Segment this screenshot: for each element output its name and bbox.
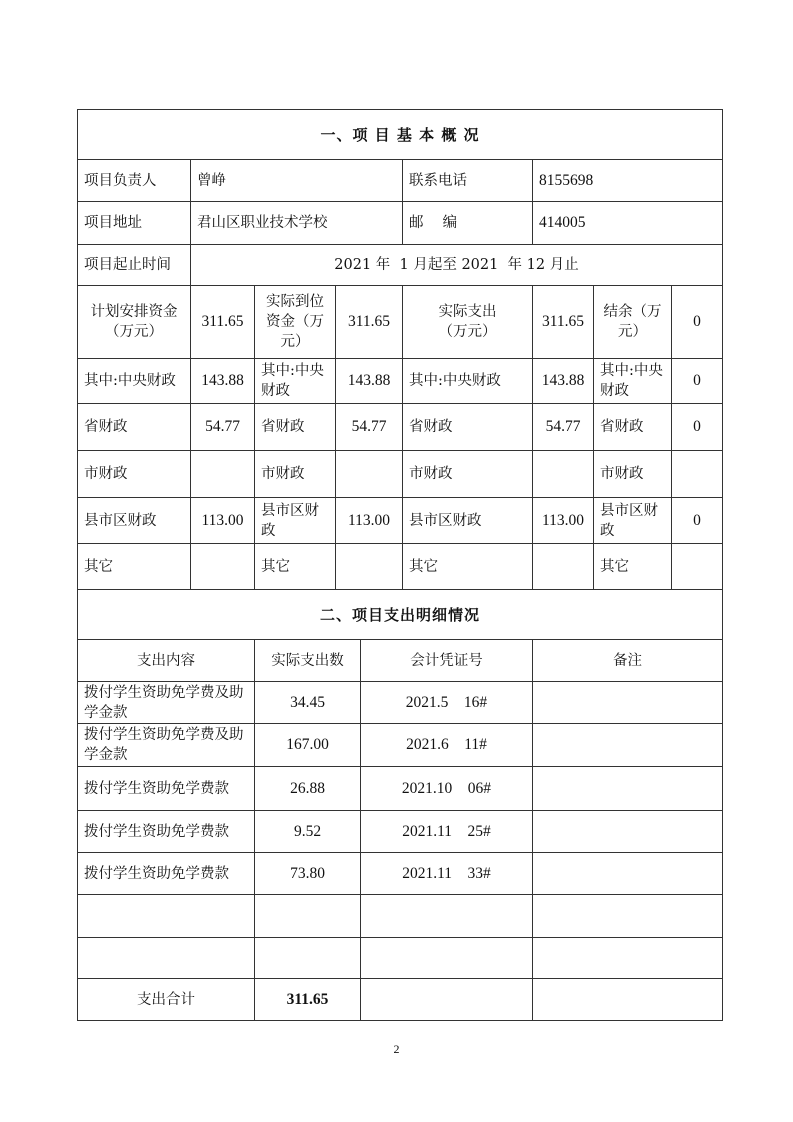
fund-label: 省财政 bbox=[255, 404, 336, 451]
expense-amount bbox=[255, 895, 361, 938]
expense-note bbox=[533, 724, 723, 767]
section1-title: 一、项 目 基 本 概 况 bbox=[78, 110, 723, 160]
expense-content bbox=[78, 938, 255, 979]
spent-label: 实际支出（万元） bbox=[403, 286, 533, 359]
fund-row bbox=[78, 451, 723, 498]
fund-label: 其它 bbox=[255, 544, 336, 590]
fund-label: 市财政 bbox=[78, 451, 191, 498]
total-voucher bbox=[361, 979, 533, 1021]
phone-value: 8155698 bbox=[533, 160, 723, 202]
fund-label: 省财政 bbox=[594, 404, 672, 451]
header-amount: 实际支出数 bbox=[255, 640, 361, 682]
expense-row bbox=[78, 895, 723, 938]
expense-content: 拨付学生资助免学费及助学金款 bbox=[78, 724, 255, 767]
expense-content: 拨付学生资助免学费款 bbox=[78, 767, 255, 811]
fund-value bbox=[191, 544, 255, 590]
expense-row bbox=[78, 682, 723, 724]
postcode-value: 414005 bbox=[533, 202, 723, 245]
plan-label: 计划安排资金（万元） bbox=[78, 286, 191, 359]
fund-value: 0 bbox=[672, 359, 723, 404]
fund-value bbox=[672, 544, 723, 590]
section2-title: 二、项目支出明细情况 bbox=[78, 590, 723, 640]
fund-value: 0 bbox=[672, 404, 723, 451]
fund-label: 县市区财政 bbox=[594, 498, 672, 544]
project-overview-table bbox=[77, 109, 723, 590]
expense-content: 拨付学生资助免学费款 bbox=[78, 853, 255, 895]
fund-value: 54.77 bbox=[533, 404, 594, 451]
expense-note bbox=[533, 682, 723, 724]
total-value: 311.65 bbox=[255, 979, 361, 1021]
balance-label: 结余（万元） bbox=[594, 286, 672, 359]
expense-content: 拨付学生资助免学费款 bbox=[78, 811, 255, 853]
expense-voucher bbox=[361, 938, 533, 979]
expense-amount: 26.88 bbox=[255, 767, 361, 811]
fund-label: 市财政 bbox=[594, 451, 672, 498]
fund-label: 其中:中央财政 bbox=[594, 359, 672, 404]
spent-value: 311.65 bbox=[533, 286, 594, 359]
fund-value: 54.77 bbox=[336, 404, 403, 451]
total-note bbox=[533, 979, 723, 1021]
address-label: 项目地址 bbox=[78, 202, 191, 245]
expense-voucher: 2021.11 25# bbox=[361, 811, 533, 853]
fund-label: 其中:中央财政 bbox=[78, 359, 191, 404]
period-label: 项目起止时间 bbox=[78, 245, 191, 286]
fund-row bbox=[78, 544, 723, 590]
period-value: 2021 年 1 月起至 2021 年 12 月止 bbox=[191, 245, 723, 286]
expense-note bbox=[533, 767, 723, 811]
fund-value: 54.77 bbox=[191, 404, 255, 451]
expense-row bbox=[78, 938, 723, 979]
expense-content: 拨付学生资助免学费及助学金款 bbox=[78, 682, 255, 724]
arrived-value: 311.65 bbox=[336, 286, 403, 359]
fund-label: 省财政 bbox=[78, 404, 191, 451]
fund-value bbox=[191, 451, 255, 498]
expense-voucher: 2021.6 11# bbox=[361, 724, 533, 767]
fund-label: 市财政 bbox=[255, 451, 336, 498]
expense-voucher: 2021.11 33# bbox=[361, 853, 533, 895]
total-label: 支出合计 bbox=[78, 979, 255, 1021]
fund-label: 县市区财政 bbox=[78, 498, 191, 544]
expense-amount: 167.00 bbox=[255, 724, 361, 767]
fund-value: 143.88 bbox=[533, 359, 594, 404]
fund-label: 其中:中央财政 bbox=[255, 359, 336, 404]
fund-row bbox=[78, 404, 723, 451]
fund-label: 省财政 bbox=[403, 404, 533, 451]
fund-value: 113.00 bbox=[191, 498, 255, 544]
fund-label: 市财政 bbox=[403, 451, 533, 498]
header-content: 支出内容 bbox=[78, 640, 255, 682]
fund-value: 143.88 bbox=[336, 359, 403, 404]
fund-row bbox=[78, 498, 723, 544]
fund-label: 其中:中央财政 bbox=[403, 359, 533, 404]
fund-label: 其它 bbox=[78, 544, 191, 590]
fund-value: 143.88 bbox=[191, 359, 255, 404]
fund-value: 113.00 bbox=[336, 498, 403, 544]
expense-row bbox=[78, 724, 723, 767]
address-value: 君山区职业技术学校 bbox=[191, 202, 403, 245]
expense-row bbox=[78, 767, 723, 811]
expense-note bbox=[533, 853, 723, 895]
leader-value: 曾峥 bbox=[191, 160, 403, 202]
expense-note bbox=[533, 811, 723, 853]
fund-label: 县市区财政 bbox=[255, 498, 336, 544]
fund-label: 县市区财政 bbox=[403, 498, 533, 544]
fund-value: 0 bbox=[672, 498, 723, 544]
expense-voucher: 2021.10 06# bbox=[361, 767, 533, 811]
fund-value bbox=[672, 451, 723, 498]
fund-value: 113.00 bbox=[533, 498, 594, 544]
fund-row bbox=[78, 359, 723, 404]
expense-amount: 9.52 bbox=[255, 811, 361, 853]
fund-value bbox=[533, 451, 594, 498]
phone-label: 联系电话 bbox=[403, 160, 533, 202]
fund-value bbox=[336, 544, 403, 590]
postcode-label: 邮 编 bbox=[403, 202, 533, 245]
plan-value: 311.65 bbox=[191, 286, 255, 359]
expense-amount bbox=[255, 938, 361, 979]
fund-value bbox=[336, 451, 403, 498]
fund-label: 其它 bbox=[403, 544, 533, 590]
header-note: 备注 bbox=[533, 640, 723, 682]
fund-value bbox=[533, 544, 594, 590]
leader-label: 项目负责人 bbox=[78, 160, 191, 202]
expense-note bbox=[533, 938, 723, 979]
expense-detail-table bbox=[77, 589, 723, 1021]
expense-content bbox=[78, 895, 255, 938]
page-number: 2 bbox=[393, 1042, 400, 1056]
header-voucher: 会计凭证号 bbox=[361, 640, 533, 682]
arrived-label: 实际到位资金（万元） bbox=[255, 286, 336, 359]
expense-voucher bbox=[361, 895, 533, 938]
expense-row bbox=[78, 853, 723, 895]
expense-voucher: 2021.5 16# bbox=[361, 682, 533, 724]
expense-row bbox=[78, 811, 723, 853]
expense-amount: 73.80 bbox=[255, 853, 361, 895]
balance-value: 0 bbox=[672, 286, 723, 359]
fund-label: 其它 bbox=[594, 544, 672, 590]
expense-amount: 34.45 bbox=[255, 682, 361, 724]
expense-note bbox=[533, 895, 723, 938]
